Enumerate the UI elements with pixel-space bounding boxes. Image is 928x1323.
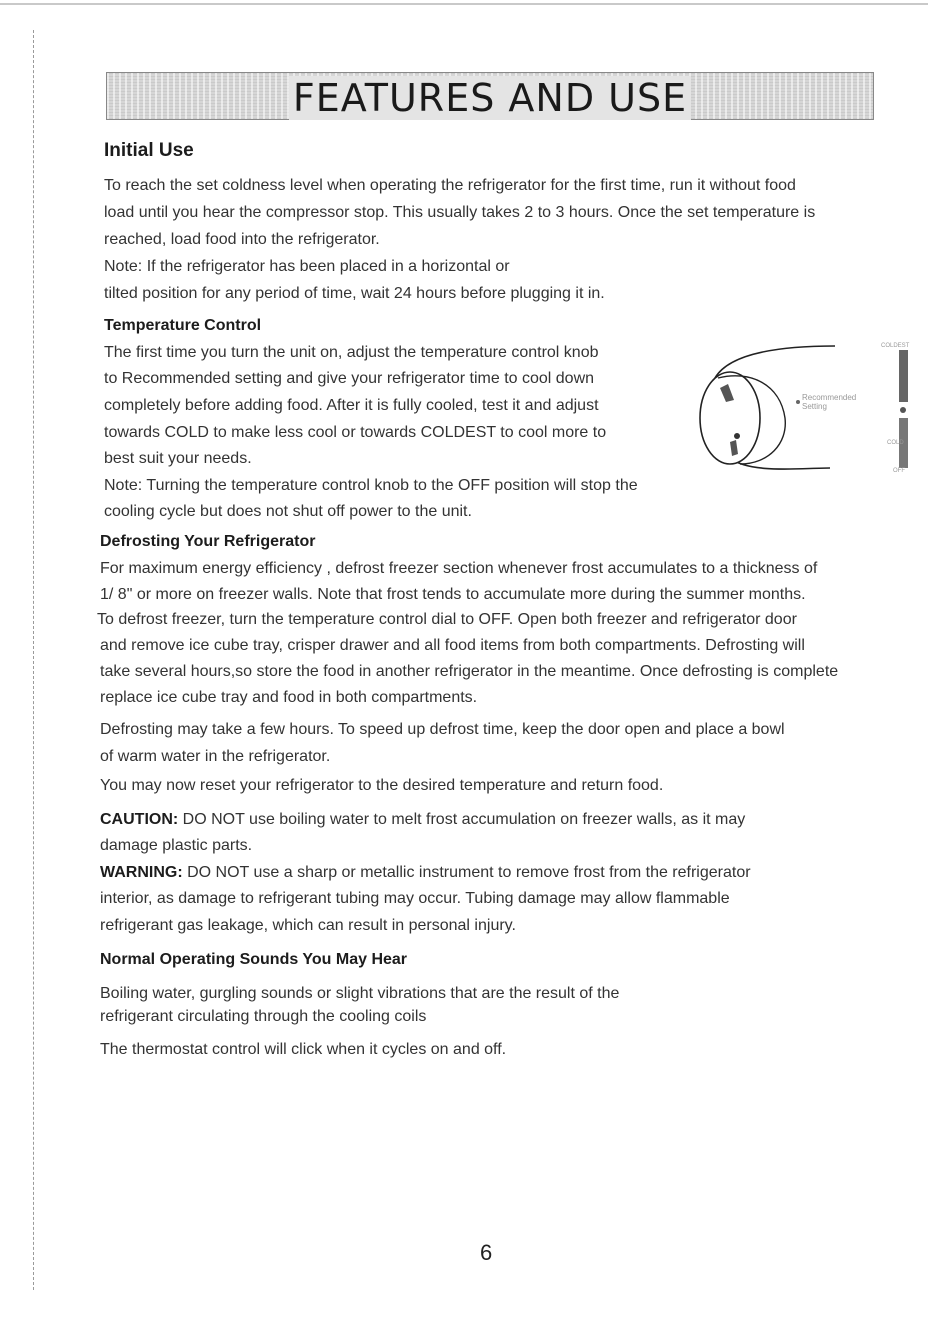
section-banner [106, 72, 874, 120]
defrosting-line: You may now reset your refrigerator to the desired temperature and return food. [100, 777, 664, 794]
left-margin-line [33, 30, 34, 1290]
coldest-label: COLDEST [881, 343, 910, 349]
page-title: FEATURES AND USE [107, 76, 873, 120]
sounds-line: refrigerant circulating through the cooling coils [100, 1008, 427, 1025]
temperature-control-line: cooling cycle but does not shut off power to the unit. [104, 503, 472, 520]
initial-use-note: Note: If the refrigerator has been placed in a horizontal or [104, 258, 510, 275]
temperature-control-line: to Recommended setting and give your refrigerator time to cool down [104, 370, 595, 387]
cold-label: COLD [887, 440, 904, 446]
temperature-control-note: Note: Turning the temperature control knob to the OFF position will stop the [104, 477, 638, 494]
sounds-line: Boiling water, gurgling sounds or slight vibrations that are the result of the [100, 985, 620, 1002]
initial-use-line: load until you hear the compressor stop. This usually takes 2 to 3 hours. Once the set temperature is [104, 204, 816, 221]
warning-label: WARNING: [100, 864, 183, 881]
defrosting-line: take several hours,so store the food in another refrigerator in the meantime. Once defrosting is complete [100, 663, 839, 680]
warning-line: interior, as damage to refrigerant tubing may occur. Tubing damage may allow flammable [100, 890, 730, 907]
defrosting-line: of warm water in the refrigerator. [100, 748, 331, 765]
off-label: OFF [893, 468, 905, 474]
warning-text: DO NOT use a sharp or metallic instrument to remove frost from the refrigerator [182, 864, 751, 881]
top-rule [0, 3, 928, 5]
caution-line: damage plastic parts. [100, 837, 253, 854]
sounds-heading: Normal Operating Sounds You May Hear [100, 951, 408, 968]
initial-use-line: To reach the set coldness level when operating the refrigerator for the first time, run it without food [104, 177, 796, 194]
temperature-control-line: towards COLD to make less cool or towards COLDEST to cool more to [104, 424, 607, 441]
sounds-line: The thermostat control will click when it cycles on and off. [100, 1041, 507, 1058]
initial-use-heading: Initial Use [104, 140, 194, 161]
warning-line: refrigerant gas leakage, which can result in personal injury. [100, 917, 516, 934]
temperature-control-line: best suit your needs. [104, 450, 252, 467]
defrosting-line: and remove ice cube tray, crisper drawer and all food items from both compartments. Defrosting will [100, 637, 805, 654]
page-number: 6 [480, 1240, 493, 1265]
temperature-control-heading: Temperature Control [104, 317, 262, 334]
setting-label: Setting [802, 402, 827, 411]
warning-paragraph [100, 863, 751, 883]
defrosting-line: To defrost freezer, turn the temperature control dial to OFF. Open both freezer and refrigerator door [97, 611, 797, 628]
initial-use-line: reached, load food into the refrigerator. [104, 231, 380, 248]
recommended-label: Recommended [802, 393, 857, 402]
caution-label: CAUTION: [100, 811, 179, 828]
defrosting-line: For maximum energy efficiency , defrost freezer section whenever frost accumulates to a thickness of [100, 560, 818, 577]
temperature-control-line: The first time you turn the unit on, adjust the temperature control knob [104, 344, 599, 361]
defrosting-line: replace ice cube tray and food in both compartments. [100, 689, 478, 706]
defrosting-heading: Defrosting Your Refrigerator [100, 533, 316, 550]
initial-use-line: tilted position for any period of time, wait 24 hours before plugging it in. [104, 285, 605, 302]
temperature-control-line: completely before adding food. After it is fully cooled, test it and adjust [104, 397, 599, 414]
defrosting-line: 1/ 8" or more on freezer walls. Note that frost tends to accumulate more during the summer months. [100, 586, 806, 603]
defrosting-line: Defrosting may take a few hours. To speed up defrost time, keep the door open and place a bowl [100, 721, 785, 738]
caution-paragraph [100, 810, 745, 830]
caution-text: DO NOT use boiling water to melt frost accumulation on freezer walls, as it may [178, 811, 746, 828]
